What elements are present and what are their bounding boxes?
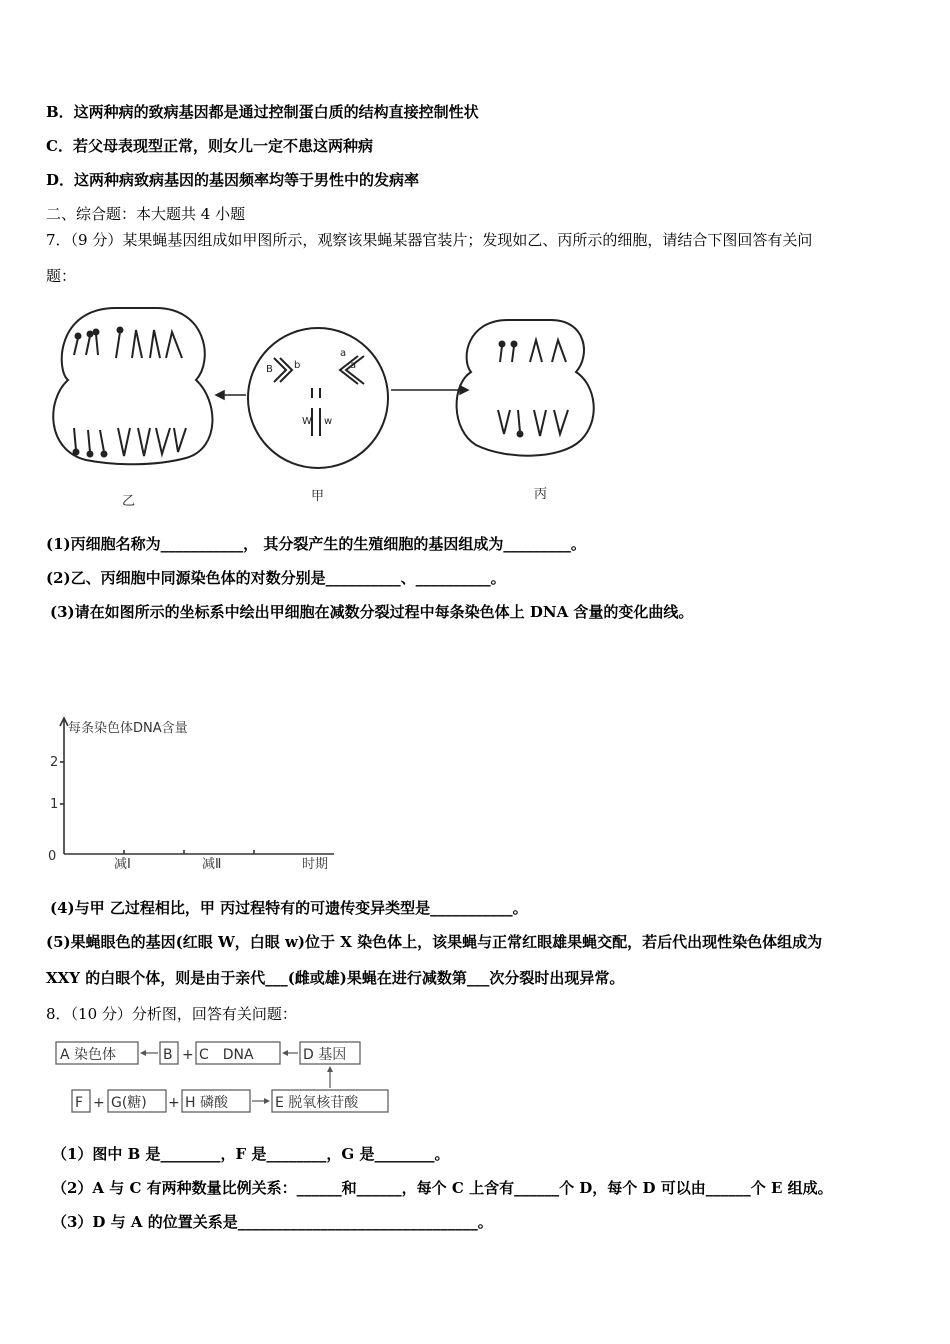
q7-part5a: (5)果蝇眼色的基因(红眼 W，白眼 w)位于 X 染色体上，该果蝇与正常红眼雄果蝇交配，若后代出现性染色体组成为 [46, 933, 823, 951]
label-B: B [163, 1047, 173, 1063]
option-b: B．这两种病的致病基因都是通过控制蛋白质的结构直接控制性状 [46, 103, 479, 121]
label-D: D 基因 [303, 1047, 347, 1063]
q7-part4: (4)与甲 乙过程相比，甲 丙过程特有的可遗传变异类型是___________。 [50, 899, 528, 917]
origin-label: 0 [48, 849, 57, 864]
label-G: G(糖) [111, 1095, 147, 1111]
label-C: C DNA [199, 1047, 254, 1063]
plus-2: + [93, 1095, 105, 1111]
option-d: D．这两种病致病基因的基因频率均等于男性中的发病率 [46, 171, 420, 189]
dna-content-axes [44, 712, 344, 872]
x-tick-meiosis-1: 减Ⅰ [114, 857, 131, 872]
dna-concept-diagram [54, 1038, 399, 1118]
label-yi: 乙 [122, 494, 136, 509]
label-A: A 染色体 [60, 1047, 117, 1063]
y-axis-label: 每条染色体DNA含量 [68, 721, 188, 736]
q8-stem: 8．（10 分）分析图，回答有关问题： [46, 1005, 297, 1023]
q7-part2: (2)乙、丙细胞中同源染色体的对数分别是__________、__________。 [46, 569, 506, 587]
q7-part1: (1)丙细胞名称为___________， 其分裂产生的生殖细胞的基因组成为_________。 [46, 535, 586, 553]
y-tick-2: 2 [50, 755, 59, 770]
q8-part2: （2）A 与 C 有两种数量比例关系：______和______，每个 C 上含有______个 D，每个 D 可以由______个 E 组成。 [52, 1179, 833, 1197]
x-axis-label: 时期 [302, 857, 329, 872]
cell-yi-outline [53, 308, 212, 464]
q7-stem: 7．（9 分）某果蝇基因组成如甲图所示，观察该果蝇某器官装片；发现如乙、丙所示的细胞，请结合下图回答有关问 [46, 231, 813, 249]
label-E: E 脱氧核苷酸 [275, 1095, 359, 1111]
gene-label-b: b [294, 360, 301, 371]
section-title: 二、综合题：本大题共 4 小题 [46, 205, 246, 223]
chromosomes-yi [74, 328, 187, 457]
option-c: C．若父母表现型正常，则女儿一定不患这两种病 [46, 137, 373, 155]
q7-stem-cont: 题： [46, 267, 77, 285]
plus-3: + [168, 1095, 180, 1111]
arrow-to-bing [460, 386, 468, 394]
arrow-to-yi [216, 391, 224, 399]
q8-part1: （1）图中 B 是________，F 是________，G 是________。 [52, 1145, 450, 1163]
chromosomes-bing [498, 340, 568, 437]
gene-label-a-top: a [340, 348, 347, 359]
cell-jia-outline [248, 328, 388, 468]
q7-part5b: XXY 的白眼个体，则是由于亲代___(雌或雄)果蝇在进行减数第___次分裂时出现异常。 [46, 969, 625, 987]
gene-label-w: w [324, 416, 333, 427]
q7-part3: (3)请在如图所示的坐标系中绘出甲细胞在减数分裂过程中每条染色体上 DNA 含量的变化曲线。 [50, 603, 694, 621]
cell-division-figure [46, 300, 606, 515]
label-H: H 磷酸 [185, 1095, 228, 1111]
y-tick-1: 1 [50, 797, 59, 812]
gene-label-W: W [302, 416, 312, 427]
label-F: F [75, 1095, 84, 1111]
gene-label-a: a [350, 360, 357, 371]
label-bing: 丙 [534, 487, 548, 502]
plus-1: + [182, 1047, 194, 1063]
label-jia: 甲 [311, 489, 325, 504]
gene-label-B: B [266, 364, 273, 375]
cell-bing-outline [457, 320, 594, 456]
q8-part3: （3）D 与 A 的位置关系是________________________________。 [52, 1213, 493, 1231]
x-tick-meiosis-2: 减Ⅱ [202, 857, 222, 872]
